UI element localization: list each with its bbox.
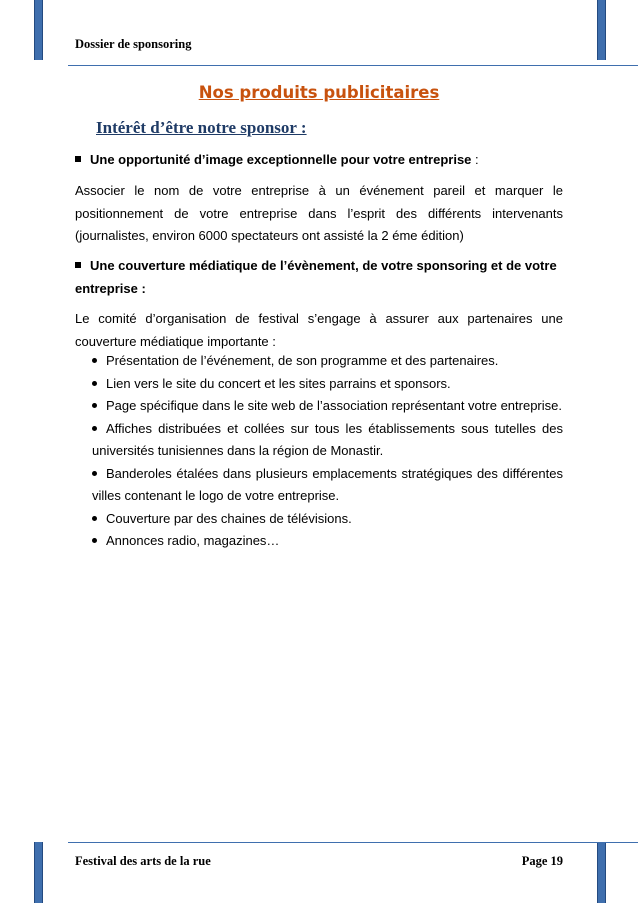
list-item bbox=[92, 463, 563, 508]
bullet-dot-icon bbox=[92, 381, 97, 386]
section2-body: Le comité d’organisation de festival s’engage à assurer aux partenaires une couverture médiatique importante : bbox=[75, 311, 563, 349]
list-item-text: Présentation de l’événement, de son programme et des partenaires. bbox=[106, 353, 499, 368]
list-item-text: Lien vers le site du concert et les sites parrains et sponsors. bbox=[106, 375, 451, 391]
section1-heading bbox=[75, 149, 563, 172]
page-footer-title: Festival des arts de la rue bbox=[75, 854, 211, 868]
bullet-dot-icon bbox=[92, 403, 97, 408]
list-item bbox=[92, 530, 563, 553]
section1-body: Associer le nom de votre entreprise à un événement pareil et marquer le positionnement de votre entreprise dans l’esprit des différents intervenants (journalistes, environ 6000 spectateurs ont assisté la 2 éme édition) bbox=[75, 183, 563, 243]
square-bullet-icon bbox=[75, 156, 81, 162]
coverage-list bbox=[92, 350, 563, 553]
list-item-text: Page spécifique dans le site web de l’association représentant votre entreprise. bbox=[106, 398, 562, 413]
list-item bbox=[92, 418, 563, 463]
decorative-edge-bar bbox=[34, 0, 43, 60]
page-header: Dossier de sponsoring bbox=[75, 37, 192, 51]
list-item bbox=[92, 395, 563, 418]
list-item-text: Banderoles étalées dans plusieurs emplacements stratégiques des différentes villes contenant le logo de votre entreprise. bbox=[92, 465, 563, 503]
header-rule bbox=[68, 65, 638, 66]
section2-heading-text: Une couverture médiatique de l’évènement, de votre sponsoring et de votre entreprise : bbox=[75, 258, 557, 296]
bullet-dot-icon bbox=[92, 538, 97, 543]
bullet-dot-icon bbox=[92, 358, 97, 363]
list-item-text: Couverture par des chaines de télévisions. bbox=[106, 510, 352, 526]
square-bullet-icon bbox=[75, 262, 81, 268]
decorative-edge-bar bbox=[597, 842, 606, 903]
bullet-dot-icon bbox=[92, 471, 97, 476]
bullet-dot-icon bbox=[92, 426, 97, 431]
list-item-text: Affiches distribuées et collées sur tous les établissements sous tutelles des universités tunisiennes dans la région de Monastir. bbox=[92, 420, 563, 458]
section-subtitle-text: Intérêt d’être notre sponsor : bbox=[96, 118, 307, 137]
footer-rule bbox=[68, 842, 638, 843]
section-subtitle bbox=[96, 118, 307, 138]
list-item bbox=[92, 508, 563, 531]
decorative-edge-bar bbox=[597, 0, 606, 60]
bullet-dot-icon bbox=[92, 516, 97, 521]
section2-heading bbox=[75, 255, 563, 300]
list-item bbox=[92, 350, 563, 373]
decorative-edge-bar bbox=[34, 842, 43, 903]
list-item-text: Annonces radio, magazines… bbox=[106, 533, 280, 548]
list-item bbox=[92, 373, 563, 396]
section1-heading-suffix: : bbox=[471, 152, 479, 167]
page-number: Page 19 bbox=[521, 854, 563, 868]
page-title-text: Nos produits publicitaires bbox=[198, 83, 440, 102]
page-title bbox=[0, 83, 638, 102]
section1-heading-text: Une opportunité d’image exceptionnelle pour votre entreprise bbox=[90, 152, 472, 167]
